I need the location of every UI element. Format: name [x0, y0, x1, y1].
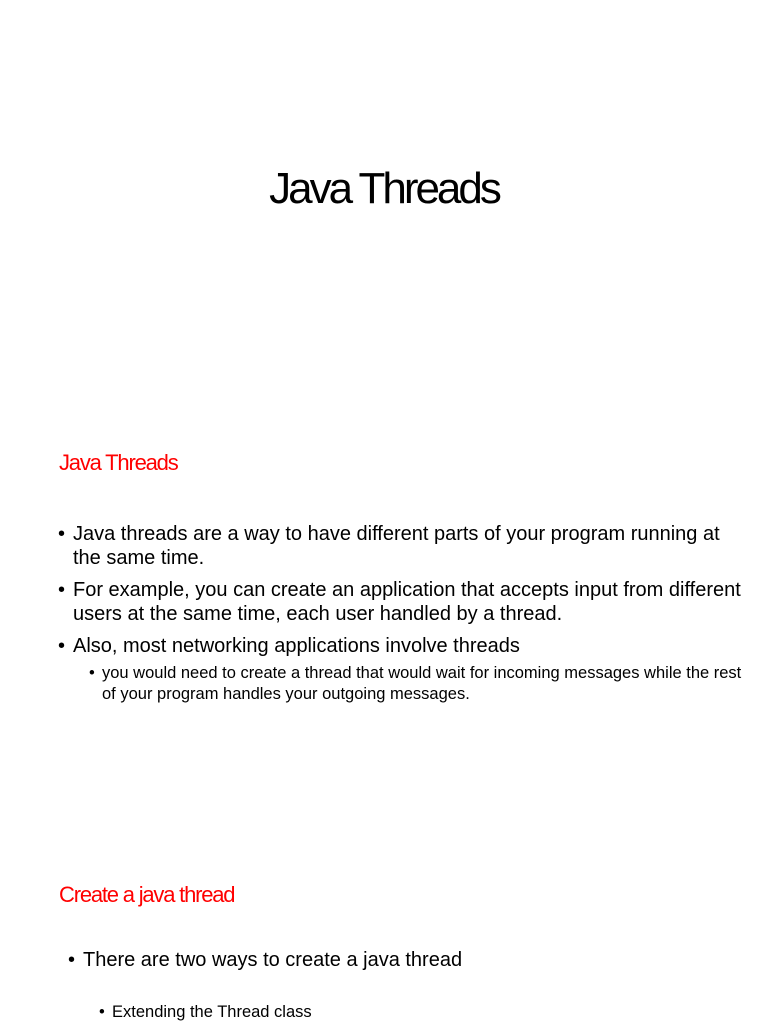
bullet-dot: • — [58, 523, 66, 545]
section-heading-java-threads: Java Threads — [59, 450, 178, 475]
page-title: Java Threads — [269, 164, 499, 213]
sub-bullet-dot: • — [89, 664, 95, 682]
sub-bullet-item — [99, 1002, 512, 1023]
bullet-dot: • — [58, 579, 66, 601]
bullet-item — [58, 578, 753, 626]
sub-bullet-dot: • — [99, 1003, 105, 1021]
bullet-item — [68, 948, 463, 972]
sub-bullet-text: you would need to create a thread that would wait for incoming messages while the rest of your program handles your outgoing messages. — [102, 664, 742, 703]
bullet-text: Java threads are a way to have different parts of your program running at the same time. — [73, 523, 720, 569]
bullet-text: For example, you can create an application that accepts input from different users at the same time, each user handled by a thread. — [73, 579, 741, 625]
bullet-dot: • — [68, 949, 76, 971]
bullet-text: Also, most networking applications involve threads — [73, 635, 520, 657]
bullet-dot: • — [58, 635, 66, 657]
bullet-item — [58, 634, 743, 658]
sub-bullet-text: Extending the Thread class — [112, 1003, 312, 1021]
section-heading-create-thread: Create a java thread — [59, 882, 235, 907]
bullet-item — [58, 522, 743, 570]
sub-bullet-item — [89, 663, 742, 705]
bullet-text: There are two ways to create a java thread — [83, 949, 463, 971]
